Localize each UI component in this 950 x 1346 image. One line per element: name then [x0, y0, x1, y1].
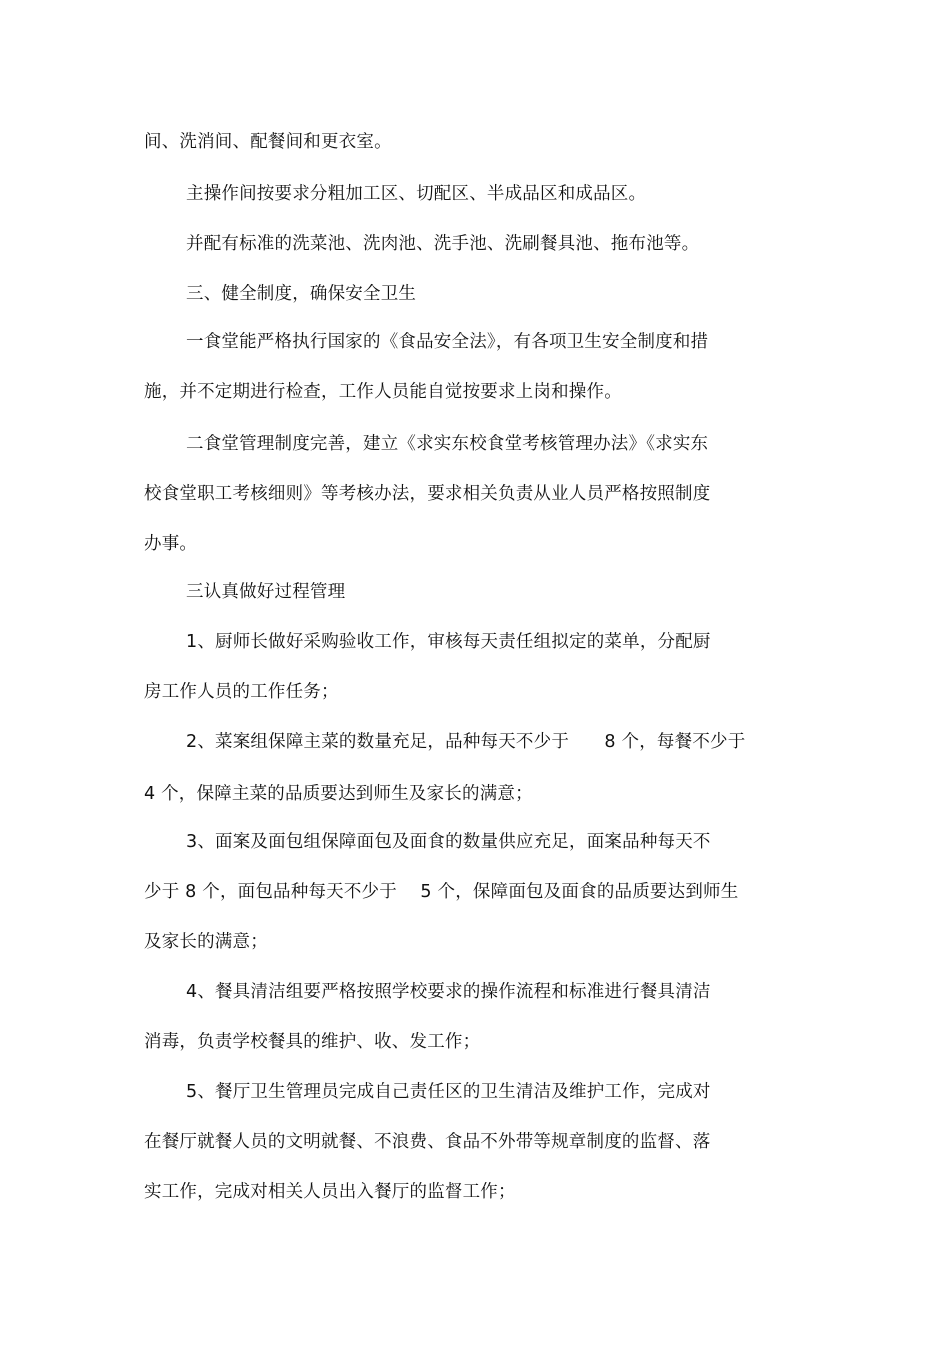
section-heading: 三认真做好过程管理: [186, 582, 346, 602]
text-line: 实工作，完成对相关人员出入餐厅的监督工作；: [144, 1182, 516, 1202]
list-item: 2、菜案组保障主菜的数量充足，品种每天不少于 8 个，每餐不少于: [186, 732, 746, 752]
text-line: 并配有标准的洗菜池、洗肉池、洗手池、洗刷餐具池、拖布池等。: [186, 234, 700, 254]
list-item: 4、餐具清洁组要严格按照学校要求的操作流程和标准进行餐具清洁: [186, 982, 711, 1002]
list-item: 5、餐厅卫生管理员完成自己责任区的卫生清洁及维护工作，完成对: [186, 1082, 711, 1102]
text-line: 主操作间按要求分粗加工区、切配区、半成品区和成品区。: [186, 184, 647, 204]
text-line: 消毒，负责学校餐具的维护、收、发工作；: [144, 1032, 481, 1052]
text-line: 一食堂能严格执行国家的《食品安全法》，有各项卫生安全制度和措: [186, 332, 709, 352]
section-heading: 三、健全制度，确保安全卫生: [186, 284, 417, 304]
text-line: 在餐厅就餐人员的文明就餐、不浪费、食品不外带等规章制度的监督、落: [144, 1132, 711, 1152]
text-line: 及家长的满意；: [144, 932, 268, 952]
text-line: 校食堂职工考核细则》等考核办法，要求相关负责从业人员严格按照制度: [144, 484, 711, 504]
list-item: 3、面案及面包组保障面包及面食的数量供应充足，面案品种每天不: [186, 832, 711, 852]
list-item: 1、厨师长做好采购验收工作，审核每天责任组拟定的菜单，分配厨: [186, 632, 711, 652]
text-line: 少于 8 个，面包品种每天不少于 5 个，保障面包及面食的品质要达到师生: [144, 882, 739, 902]
text-line: 间、洗消间、配餐间和更衣室。: [144, 132, 392, 152]
text-line: 房工作人员的工作任务；: [144, 682, 339, 702]
text-line: 施，并不定期进行检查，工作人员能自觉按要求上岗和操作。: [144, 382, 622, 402]
text-line: 二食堂管理制度完善，建立《求实东校食堂考核管理办法》《求实东: [186, 434, 709, 454]
text-line: 4 个，保障主菜的品质要达到师生及家长的满意；: [144, 784, 533, 804]
text-line: 办事。: [144, 534, 198, 554]
